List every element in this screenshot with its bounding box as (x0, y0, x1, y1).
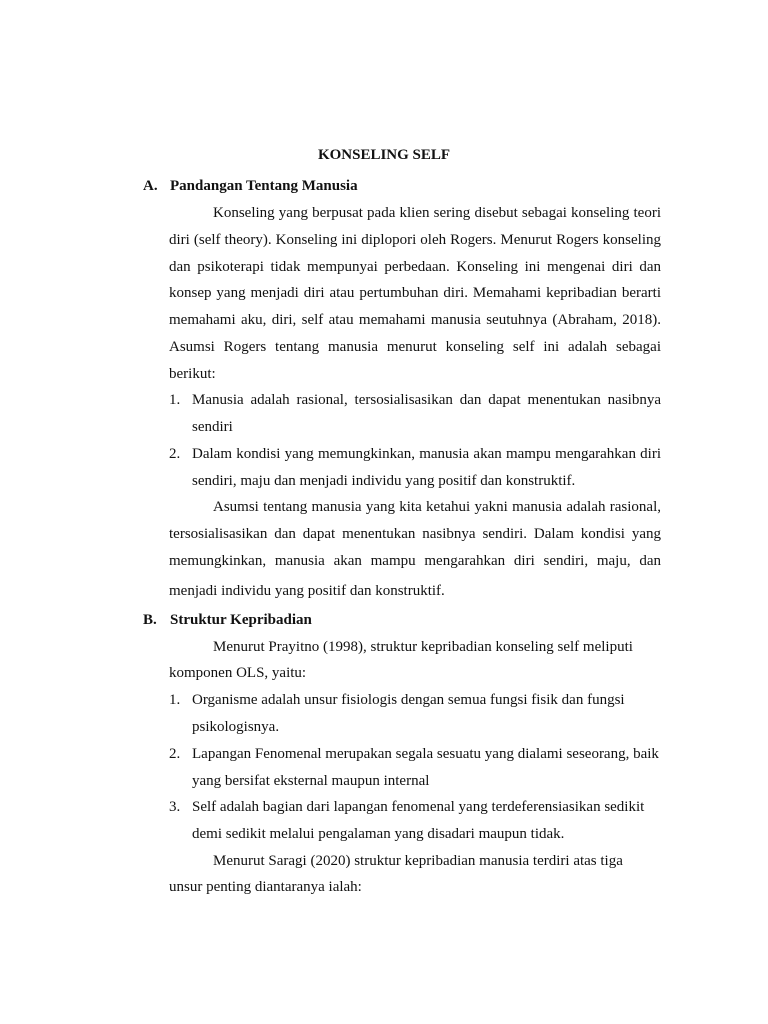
list-item-line: Dalam kondisi yang memungkinkan, manusia akan mampu mengarahkan diri (192, 446, 661, 462)
list-item-line: Self adalah bagian dari lapangan fenomenal yang terdeferensiasikan sedikit (192, 799, 645, 815)
section-a-heading: Pandangan Tentang Manusia (170, 178, 358, 194)
list-item-line: Manusia adalah rasional, tersosialisasikan dan dapat menentukan nasibnya (192, 392, 661, 408)
paragraph-line: Asumsi Rogers tentang manusia menurut konseling self ini adalah sebagai (169, 339, 661, 355)
list-item-line: Lapangan Fenomenal merupakan segala sesuatu yang dialami seseorang, baik (192, 746, 659, 762)
paragraph-line: diri (self theory). Konseling ini diplopori oleh Rogers. Menurut Rogers konseling (169, 232, 661, 248)
paragraph-line: memungkinkan, manusia akan mampu mengarahkan diri sendiri, maju, dan (169, 553, 661, 569)
paragraph-line: memahami aku, diri, self atau memahami manusia seutuhnya (Abraham, 2018). (169, 312, 661, 328)
paragraph-line: tersosialisasikan dan dapat menentukan nasibnya sendiri. Dalam kondisi yang (169, 526, 661, 542)
paragraph-line: konsep yang menjadi diri atau pertumbuhan diri. Memahami kepribadian berarti (169, 285, 661, 301)
list-number: 2. (169, 746, 181, 762)
list-number: 1. (169, 392, 181, 408)
paragraph-line: Konseling yang berpusat pada klien sering disebut sebagai konseling teori (213, 205, 661, 221)
paragraph-line: komponen OLS, yaitu: (169, 665, 307, 681)
list-item-line: psikologisnya. (192, 719, 280, 735)
list-number: 2. (169, 446, 181, 462)
paragraph-line: berikut: (169, 366, 216, 382)
list-item-line: sendiri (192, 419, 233, 435)
list-item-line: sendiri, maju dan menjadi individu yang positif dan konstruktif. (192, 473, 576, 489)
list-number: 3. (169, 799, 181, 815)
list-item-line: Organisme adalah unsur fisiologis dengan semua fungsi fisik dan fungsi (192, 692, 625, 708)
section-a-letter: A. (143, 178, 158, 194)
list-item-line: demi sedikit melalui pengalaman yang disadari maupun tidak. (192, 826, 565, 842)
paragraph-line: unsur penting diantaranya ialah: (169, 879, 362, 895)
list-item-line: yang bersifat eksternal maupun internal (192, 773, 430, 789)
paragraph-line: Menurut Saragi (2020) struktur kepribadian manusia terdiri atas tiga (213, 853, 623, 869)
section-b-heading: Struktur Kepribadian (170, 612, 312, 628)
paragraph-line: menjadi individu yang positif dan konstruktif. (169, 583, 445, 599)
paragraph-line: Asumsi tentang manusia yang kita ketahui yakni manusia adalah rasional, (213, 499, 661, 515)
document-title: KONSELING SELF (317, 147, 451, 163)
list-number: 1. (169, 692, 181, 708)
paragraph-line: dan psikoterapi tidak mempunyai perbedaan. Konseling ini mengenai diri dan (169, 259, 661, 275)
paragraph-line: Menurut Prayitno (1998), struktur kepribadian konseling self meliputi (213, 639, 633, 655)
section-b-letter: B. (143, 612, 157, 628)
